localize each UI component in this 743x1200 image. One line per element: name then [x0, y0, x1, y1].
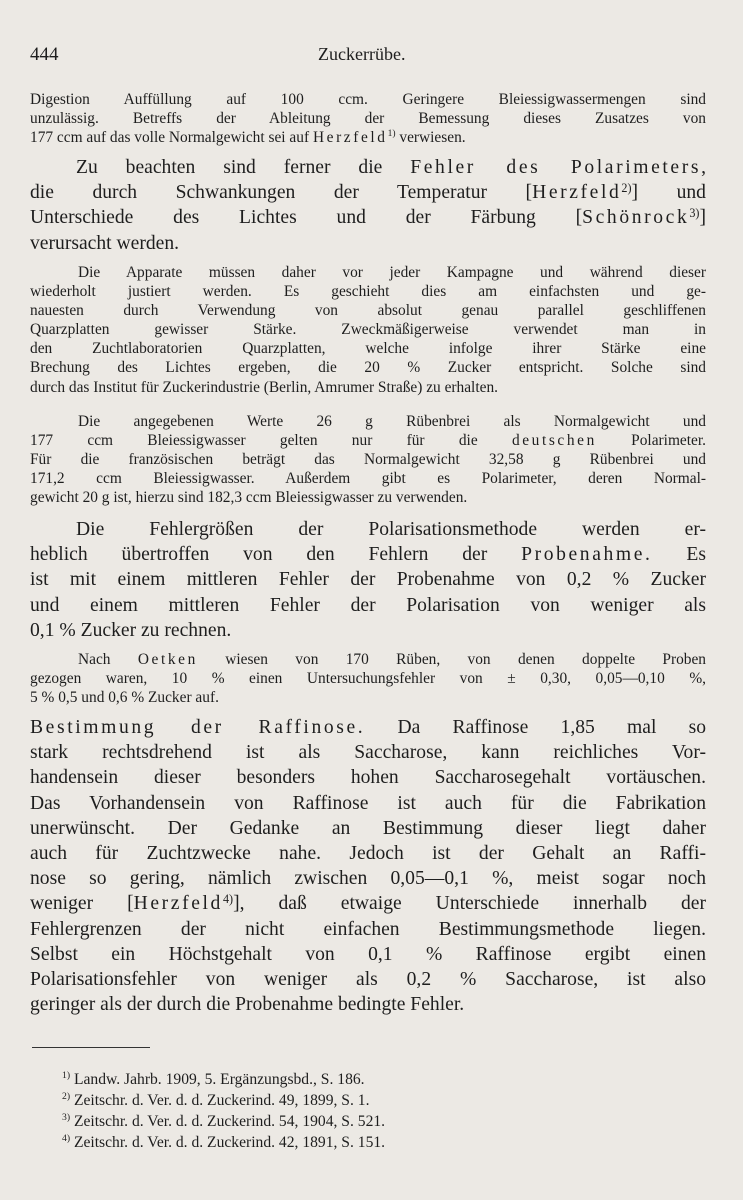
footnote-2: $^{2)}$ Zeitschr. d. Ver. d. d. Zuckerind. 49, 1899, S. 1. [62, 1091, 370, 1109]
running-title: Zuckerrübe. [318, 44, 406, 64]
text-line: Zu beachten sind ferner die Fehler des Polarimeters, [76, 157, 706, 178]
paragraph-apparatus-calibration [30, 263, 706, 397]
page-header [30, 44, 710, 68]
text-line: Digestion Auffüllung auf 100 ccm. Geringere Bleiessigwassermengen sind [30, 91, 706, 108]
text-line: Die Fehlergrößen der Polarisationsmethode werden er- [76, 519, 706, 540]
paragraph-normal-weights [30, 412, 706, 507]
text-line: heblich übertroffen von den Fehlern der Probenahme. Es [30, 544, 706, 566]
text-line: 171,2 ccm Bleiessigwasser. Außerdem gibt es Polarimeter, deren Normal- [30, 470, 706, 488]
text-line: Für die französischen beträgt das Normalgewicht 32,58 g Rübenbrei und [30, 451, 706, 469]
text-line: Das Vorhandensein von Raffinose ist auch für die Fabrikation [30, 792, 706, 814]
paragraph-sampling-errors [30, 517, 706, 643]
text-line: geringer als der durch die Probenahme bedingte Fehler. [30, 994, 465, 1016]
page-number: 444 [30, 44, 59, 65]
text-line: 177 ccm Bleiessigwasser gelten nur für die deutschen Polarimeter. [30, 432, 706, 450]
text-line: verursacht werden. [30, 232, 180, 254]
paragraph-oetken [30, 650, 706, 707]
text-line: Die angegebenen Werte 26 g Rübenbrei als Normalgewicht und [78, 413, 706, 430]
text-line: 5 % 0,5 und 0,6 % Zucker auf. [30, 689, 219, 707]
footnote-separator [32, 1047, 150, 1048]
text-line: nose so gering, nämlich zwischen 0,05—0,1 %, meist sogar noch [30, 868, 706, 890]
text-line: Selbst ein Höchstgehalt von 0,1 % Raffinose ergibt einen [30, 943, 706, 965]
text-line: Bestimmung der Raffinose. Da Raffinose 1,85 mal so [30, 717, 706, 738]
paragraph-polarimeter-errors [30, 155, 706, 256]
text-line: stark rechtsdrehend ist als Saccharose, kann reichliches Vor- [30, 742, 706, 764]
text-line: wiederholt justiert werden. Es geschieht dies am einfachsten und ge- [30, 283, 706, 301]
footnotes [62, 1069, 622, 1153]
text-line: und einem mittleren Fehler der Polarisation von weniger als [30, 594, 706, 616]
text-line: gewicht 20 g ist, hierzu sind 182,3 ccm Bleiessigwasser zu verwenden. [30, 489, 468, 507]
paragraph-raffinose [30, 715, 706, 1017]
text-line: Unterschiede des Lichtes und der Färbung [Schönrock$^{3)}$] [30, 206, 706, 229]
text-line: auch für Zuchtzwecke nahe. Jedoch ist der Gehalt an Raffi- [30, 843, 706, 865]
paragraph-digestion [30, 90, 706, 147]
text-line: 177 ccm auf das volle Normalgewicht sei auf Herzfeld$^{1)}$ verwiesen. [30, 128, 466, 147]
text-line: Nach Oetken wiesen von 170 Rüben, von denen doppelte Proben [78, 651, 706, 668]
text-line: durch das Institut für Zuckerindustrie (Berlin, Amrumer Straße) zu erhalten. [30, 378, 498, 396]
text-line: den Zuchtlaboratorien Quarzplatten, welche infolge ihrer Stärke eine [30, 340, 706, 358]
footnote-4: $^{4)}$ Zeitschr. d. Ver. d. d. Zuckerind. 42, 1891, S. 151. [62, 1133, 386, 1151]
footnote-1: $^{1)}$ Landw. Jahrb. 1909, 5. Ergänzungsbd., S. 186. [62, 1070, 365, 1088]
text-line: die durch Schwankungen der Temperatur [Herzfeld$^{2)}$] und [30, 181, 706, 204]
text-line: handensein dieser besonders hohen Saccharosegehalt vortäuschen. [30, 767, 706, 789]
text-line: 0,1 % Zucker zu rechnen. [30, 619, 232, 641]
text-line: weniger [Herzfeld$^{4)}$], daß etwaige Unterschiede innerhalb der [30, 892, 707, 915]
text-line: gezogen waren, 10 % einen Untersuchungsfehler von ± 0,30, 0,05—0,10 %, [30, 670, 706, 688]
text-line: unzulässig. Betreffs der Ableitung der Bemessung dieses Zusatzes von [30, 110, 706, 128]
text-line: Die Apparate müssen daher vor jeder Kampagne und während dieser [78, 264, 706, 281]
text-line: Polarisationsfehler von weniger als 0,2 % Saccharose, ist also [30, 969, 706, 991]
text-line: Fehlergrenzen der nicht einfachen Bestimmungsmethode liegen. [30, 918, 706, 940]
text-line: unerwünscht. Der Gedanke an Bestimmung dieser liegt daher [30, 817, 706, 839]
text-line: ist mit einem mittleren Fehler der Probenahme von 0,2 % Zucker [30, 569, 706, 591]
text-line: nauesten durch Verwendung von absolut genau parallel geschliffenen [30, 302, 706, 320]
text-line: Quarzplatten gewisser Stärke. Zweckmäßigerweise verwendet man in [30, 321, 706, 339]
text-line: Brechung des Lichtes ergeben, die 20 % Zucker entspricht. Solche sind [30, 359, 706, 377]
footnote-3: $^{3)}$ Zeitschr. d. Ver. d. d. Zuckerind. 54, 1904, S. 521. [62, 1112, 386, 1130]
